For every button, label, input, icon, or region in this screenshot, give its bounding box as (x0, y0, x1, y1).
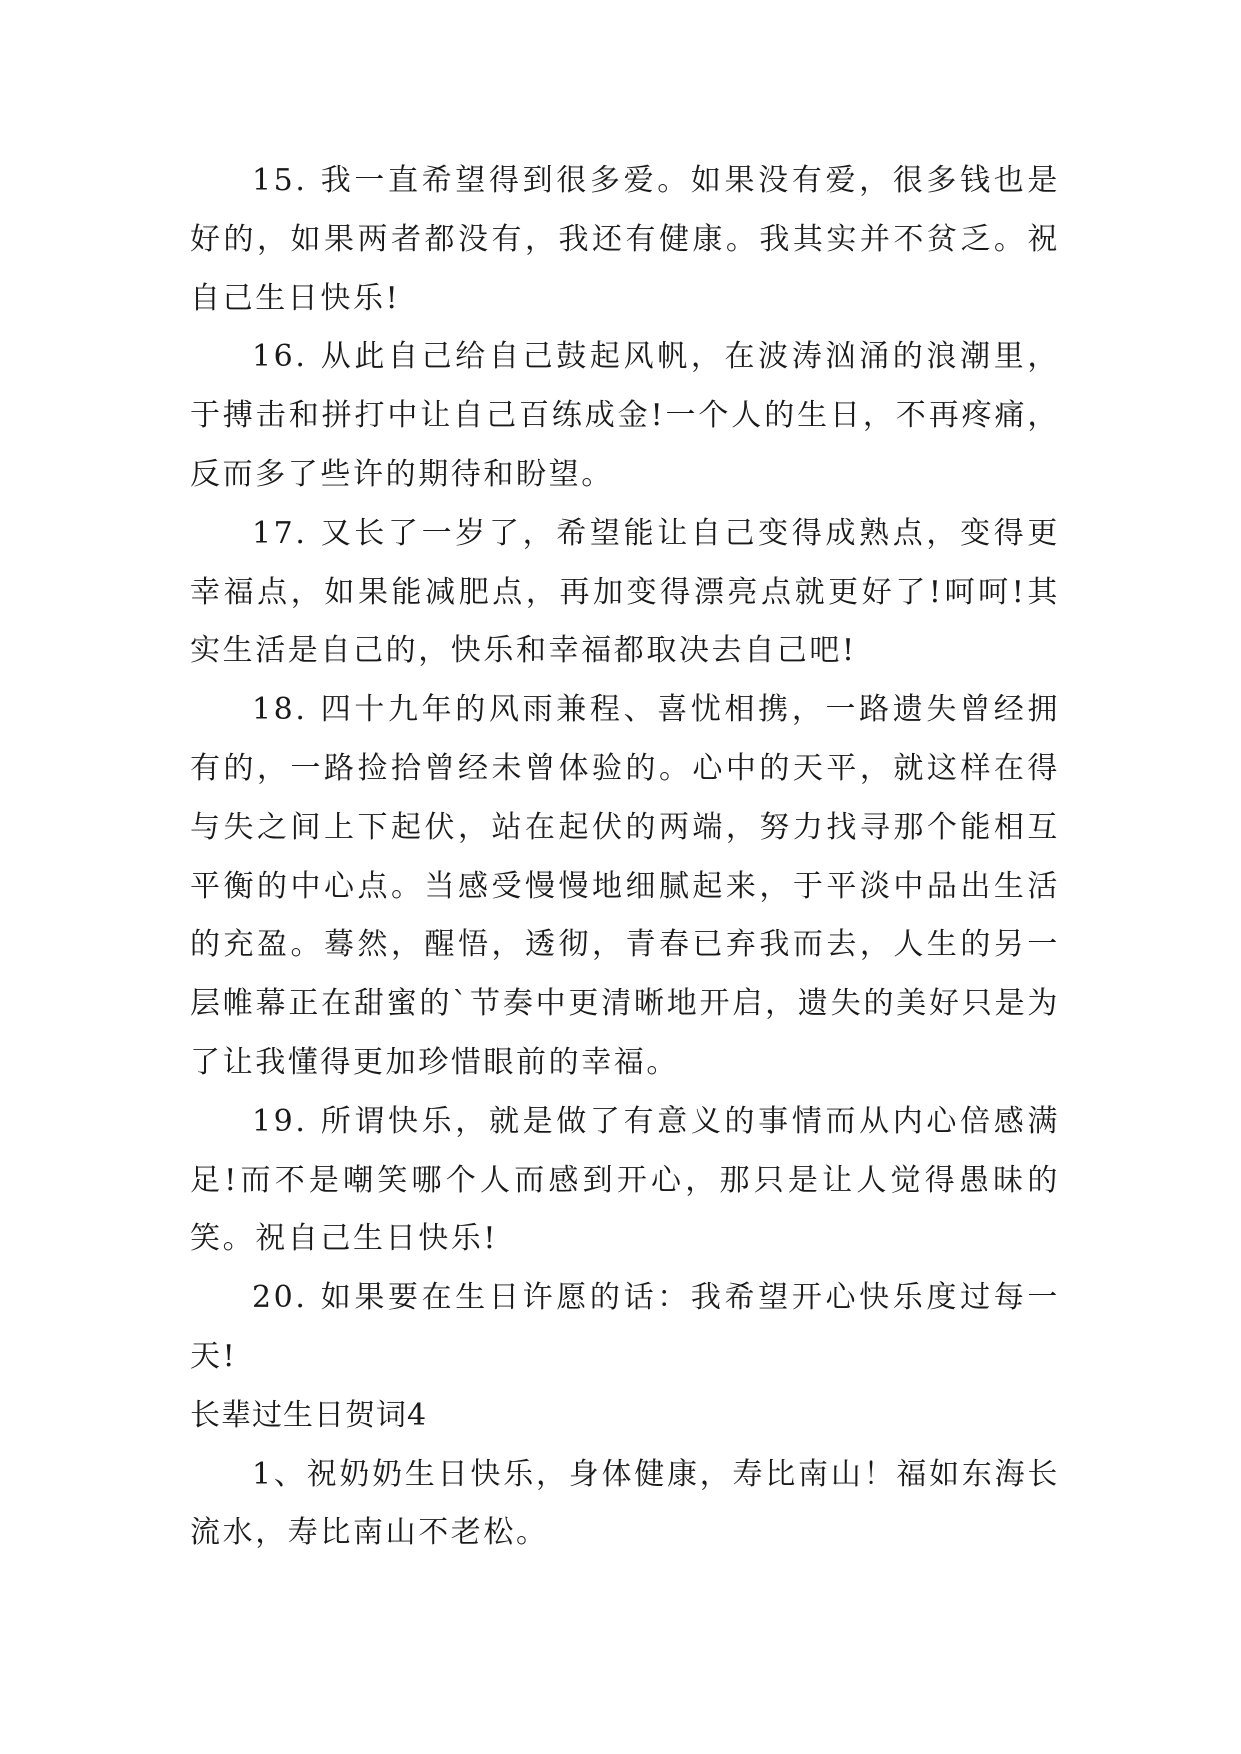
section-paragraph-1: 1、祝奶奶生日快乐，身体健康，寿比南山！福如东海长流水，寿比南山不老松。 (190, 1456, 1060, 1551)
paragraph-20: 20. 如果要在生日许愿的话：我希望开心快乐度过每一天! (190, 1280, 1060, 1374)
paragraph-18: 18. 四十九年的风雨兼程、喜忧相携，一路遗失曾经拥有的，一路捡拾曾经未曾体验的。心中的天平，就这样在得与失之间上下起伏，站在起伏的两端，努力找寻那个能相互平衡的中心点。当感受慢慢地细腻起来，于平淡中品出生活的充盈。蓦然，醒悟，透彻，青春已弃我而去，人生的另一层帷幕正在甜蜜的`节奏中更清晰地开启，遗失的美好只是为了让我懂得更加珍惜眼前的幸福。 (190, 692, 1060, 1080)
section-heading: 长辈过生日贺词4 (190, 1397, 428, 1433)
paragraph-17: 17. 又长了一岁了，希望能让自己变得成熟点，变得更幸福点，如果能减肥点，再加变得漂亮点就更好了!呵呵!其实生活是自己的，快乐和幸福都取决去自己吧! (190, 515, 1060, 669)
paragraph-15: 15. 我一直希望得到很多爱。如果没有爱，很多钱也是好的，如果两者都没有，我还有健康。我其实并不贫乏。祝自己生日快乐! (190, 163, 1060, 316)
paragraph-19: 19. 所谓快乐，就是做了有意义的事情而从内心倍感满足!而不是嘲笑哪个人而感到开心，那只是让人觉得愚昧的笑。祝自己生日快乐! (190, 1103, 1060, 1257)
paragraph-16: 16. 从此自己给自己鼓起风帆，在波涛汹涌的浪潮里，于搏击和拼打中让自己百练成金!一个人的生日，不再疼痛，反而多了些许的期待和盼望。 (190, 339, 1060, 492)
document-body (190, 152, 1060, 1563)
